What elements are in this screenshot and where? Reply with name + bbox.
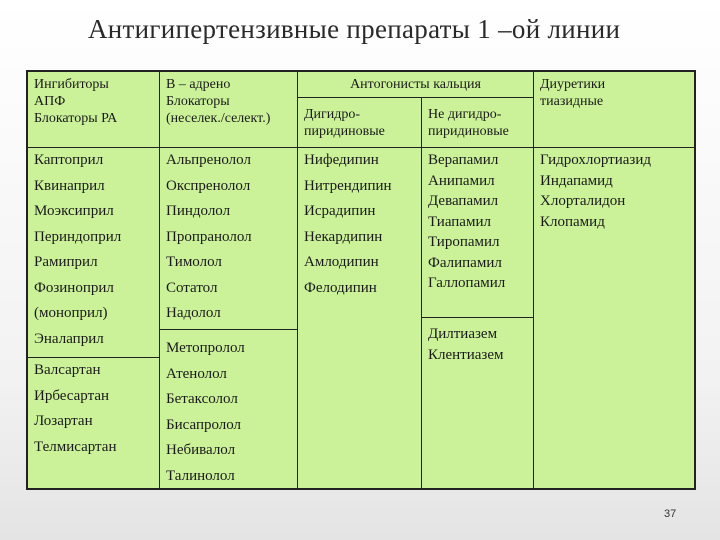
dihydropyridines-cell <box>298 148 422 488</box>
beta-nonselective-cell <box>160 148 298 330</box>
drug-item: Эналаприл <box>34 330 104 347</box>
drug-item: Фозиноприл <box>34 279 114 296</box>
drug-item: Ирбесартан <box>34 387 110 404</box>
header-non-dihydropyridines <box>422 98 534 148</box>
header-non-dihydropyridines-label: Не дигидро- пиридиновые <box>428 107 509 139</box>
drug-item: Дилтиазем <box>428 326 498 342</box>
header-calcium-antagonists <box>298 72 534 98</box>
drug-item: Исрадипин <box>304 203 376 219</box>
page-number: 37 <box>664 508 677 520</box>
drug-item: Периндоприл <box>34 228 122 245</box>
arbs-cell <box>28 358 160 488</box>
phenylalkylamines-cell <box>422 148 534 318</box>
drug-item: Хлорталидон <box>540 193 626 209</box>
drug-item: Клопамид <box>540 213 605 230</box>
drug-item: Галлопамил <box>428 275 506 291</box>
drug-item: Нитрендипин <box>304 177 392 194</box>
drug-item: Бетаксолол <box>166 391 238 407</box>
drug-item: Тиапамил <box>428 213 491 230</box>
drug-item: Небивалол <box>166 442 236 458</box>
drug-item: Фелодипин <box>304 279 377 296</box>
drug-item: Пропранолол <box>166 228 252 245</box>
drug-item: Альпренолол <box>166 152 251 168</box>
header-beta-blockers-label: В – адрено Блокаторы (неселек./селект.) <box>166 77 271 126</box>
header-diuretics-label: Диуретики тиазидные <box>540 77 606 109</box>
drug-item: Некардипин <box>304 228 383 245</box>
drug-item: Бисапролол <box>166 416 242 433</box>
drug-item: Анипамил <box>428 172 495 189</box>
drug-item: (моноприл) <box>34 305 108 321</box>
header-ace-arb-label: Ингибиторы АПФ Блокаторы РА <box>34 77 118 126</box>
drug-item: Нифедипин <box>304 152 379 168</box>
drug-item: Надолол <box>166 305 221 321</box>
drug-item: Гидрохлортиазид <box>540 152 651 168</box>
drug-item: Тимолол <box>166 254 222 270</box>
drug-item: Талинолол <box>166 467 235 484</box>
drug-item: Валсартан <box>34 362 101 378</box>
header-calcium-label: Антогонисты кальция <box>350 77 481 92</box>
drug-item: Лозартан <box>34 413 93 429</box>
header-beta-blockers <box>160 72 298 148</box>
drug-item: Атенолол <box>166 365 227 382</box>
ace-inhibitors-cell <box>28 148 160 358</box>
drug-item: Телмисартан <box>34 438 117 455</box>
header-ace-arb <box>28 72 160 148</box>
drug-item: Метопролол <box>166 340 245 356</box>
beta-selective-cell <box>160 330 298 488</box>
drug-item: Сотатол <box>166 279 218 296</box>
header-dihydropyridines-label: Дигидро- пиридиновые <box>304 107 385 139</box>
drug-item: Клентиазем <box>428 346 504 363</box>
drug-item: Рамиприл <box>34 254 98 270</box>
drug-table <box>26 70 696 490</box>
drug-item: Тиропамил <box>428 234 500 250</box>
drug-item: Квинаприл <box>34 177 105 194</box>
header-dihydropyridines <box>298 98 422 148</box>
drug-item: Амлодипин <box>304 254 379 270</box>
benzothiazepines-cell <box>422 318 534 488</box>
drug-item: Девапамил <box>428 193 499 209</box>
drug-item: Моэксиприл <box>34 203 114 219</box>
slide-title: Антигипертензивные препараты 1 –ой линии <box>88 14 621 44</box>
thiazides-cell <box>534 148 694 488</box>
drug-item: Пиндолол <box>166 203 231 219</box>
drug-item: Индапамид <box>540 172 613 189</box>
drug-item: Каптоприл <box>34 152 104 168</box>
drug-item: Верапамил <box>428 152 499 168</box>
drug-item: Фалипамил <box>428 254 502 271</box>
drug-item: Окспренолол <box>166 177 251 194</box>
header-diuretics <box>534 72 694 148</box>
